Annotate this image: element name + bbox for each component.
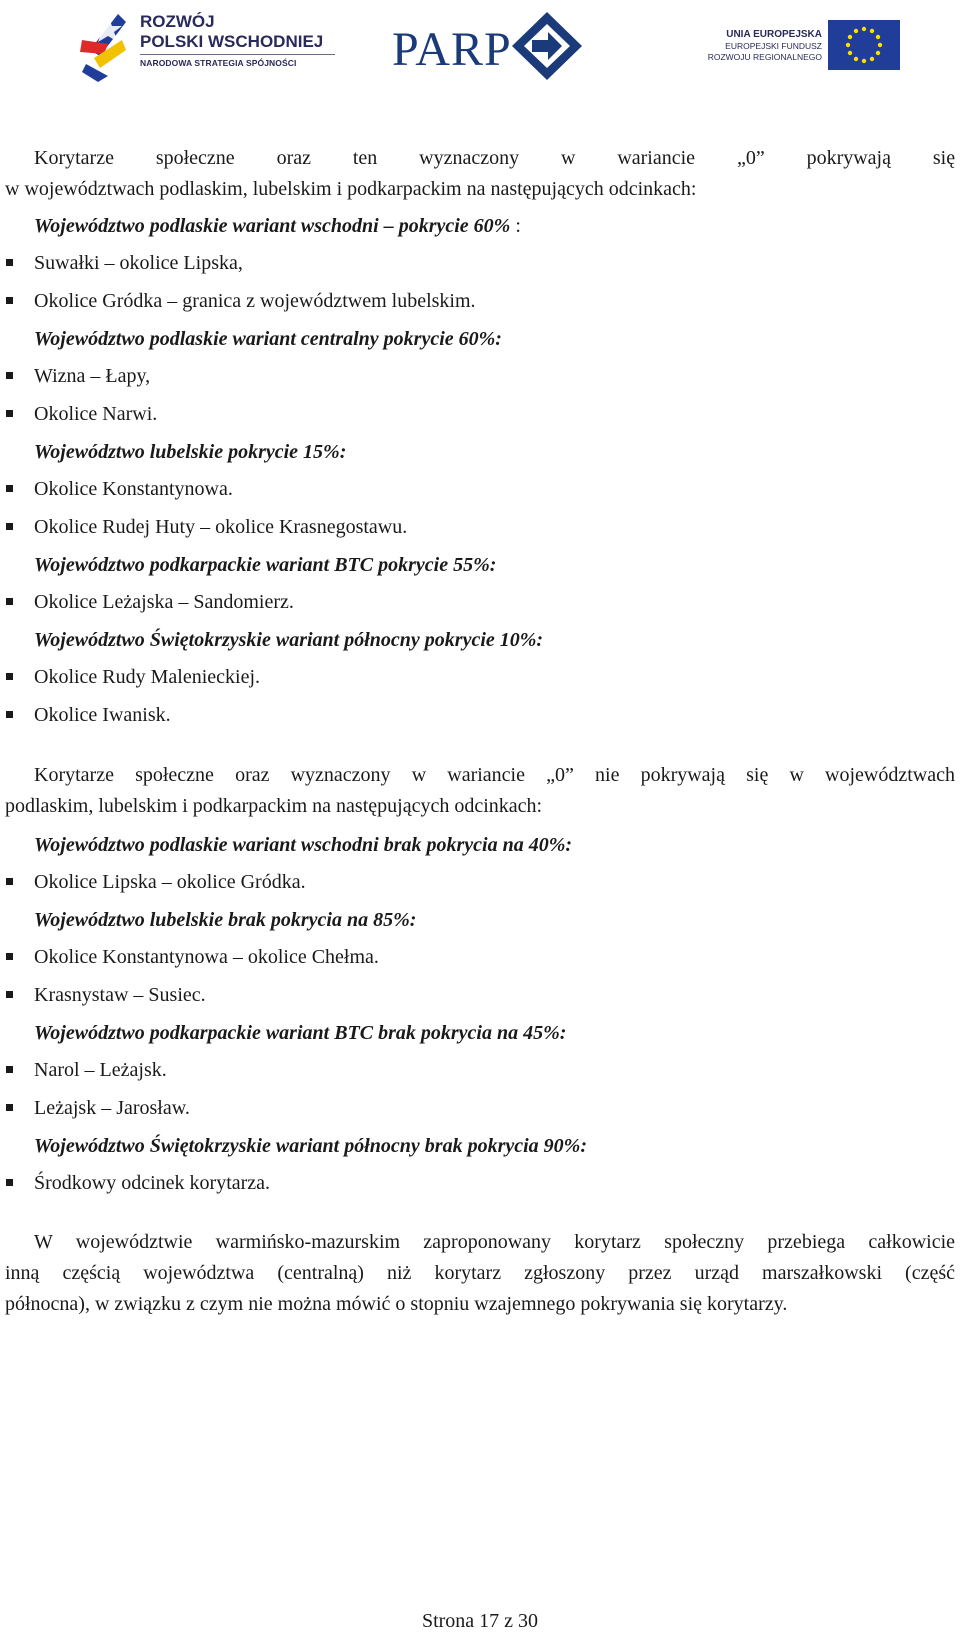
heading-text: Województwo podlaskie wariant wschodni – pokrycie 60%	[34, 215, 511, 237]
bullet-icon	[6, 1104, 13, 1111]
bullet-icon	[6, 953, 13, 960]
section1-heading-4: Województwo podkarpackie wariant BTC pokrycie 55%:	[34, 554, 497, 576]
bullet-icon	[6, 1179, 13, 1186]
bullet-icon	[6, 259, 13, 266]
list-item: Suwałki – okolice Lipska,	[34, 252, 243, 274]
bullet-icon	[6, 598, 13, 605]
word: „0”	[736, 147, 765, 169]
eu-flag-icon	[828, 20, 900, 70]
page-number: Strona 17 z 30	[421, 1610, 539, 1632]
list-item: Okolice Iwanisk.	[34, 704, 171, 726]
list-item: Krasnystaw – Susiec.	[34, 984, 206, 1006]
eu-logo	[700, 16, 910, 76]
word: nie	[595, 764, 620, 786]
bullet-icon	[6, 297, 13, 304]
section2-intro-line2: podlaskim, lubelskim i podkarpackim na następujących odcinkach:	[5, 795, 543, 817]
word: wyznaczony	[290, 764, 391, 786]
section1-heading-2: Województwo podlaskie wariant centralny pokrycie 60%:	[34, 328, 502, 350]
rozwoj-polski-wschodniej-logo	[78, 10, 338, 84]
list-item: Okolice Konstantynowa – okolice Chełma.	[34, 946, 379, 968]
section1-intro-line2: w województwach podlaskim, lubelskim i podkarpackim na następujących odcinkach:	[5, 178, 697, 200]
list-item: Okolice Rudy Malenieckiej.	[34, 666, 261, 688]
parp-wordmark: PARP	[392, 23, 512, 76]
rpw-title-line2: POLSKI WSCHODNIEJ	[140, 32, 324, 51]
word: Korytarze	[34, 147, 114, 169]
bullet-icon	[6, 878, 13, 885]
word: społeczne	[155, 147, 235, 169]
section1-intro-line1	[34, 147, 955, 169]
rpw-emblem-icon	[78, 10, 138, 84]
word: społeczne	[135, 764, 214, 786]
section2-heading-2: Województwo lubelskie brak pokrycia na 85%:	[34, 909, 417, 931]
word: pokrywają	[806, 147, 891, 169]
word: Korytarze	[34, 764, 114, 786]
section3-line2: inną częścią województwa (centralną) niż korytarz zgłoszony przez urząd marszałkowski (część	[5, 1262, 955, 1284]
word: się	[932, 147, 956, 169]
section2-heading-4: Województwo Świętokrzyskie wariant północny brak pokrycia 90%:	[34, 1135, 587, 1157]
section3-line3: północna), w związku z czym nie można mówić o stopniu wzajemnego pokrywania się korytarzy.	[5, 1293, 788, 1315]
section1-heading-1	[34, 215, 521, 237]
word: oraz	[235, 764, 270, 786]
word: wyznaczony	[419, 147, 520, 169]
section1-heading-3: Województwo lubelskie pokrycie 15%:	[34, 441, 347, 463]
word: w	[411, 764, 427, 786]
list-item: Okolice Narwi.	[34, 403, 158, 425]
parp-logo	[392, 10, 602, 84]
rpw-title-line1: ROZWÓJ	[140, 12, 215, 31]
word: wariancie	[617, 147, 696, 169]
rpw-divider	[140, 54, 335, 55]
list-item: Okolice Konstantynowa.	[34, 478, 233, 500]
section2-heading-3: Województwo podkarpackie wariant BTC brak pokrycia na 45%:	[34, 1022, 567, 1044]
list-item: Wizna – Łapy,	[34, 365, 151, 387]
list-item: Okolice Rudej Huty – okolice Krasnegostawu.	[34, 516, 408, 538]
word: w	[561, 147, 576, 169]
section2-heading-1: Województwo podlaskie wariant wschodni brak pokrycia na 40%:	[34, 834, 573, 856]
bullet-icon	[6, 711, 13, 718]
eu-fund-line2: ROZWOJU REGIONALNEGO	[707, 52, 822, 62]
list-item: Okolice Leżajska – Sandomierz.	[34, 591, 294, 613]
word: pokrywają	[640, 764, 725, 786]
eu-title: UNIA EUROPEJSKA	[726, 29, 822, 40]
bullet-icon	[6, 372, 13, 379]
word: się	[746, 764, 769, 786]
section2-intro-line1	[34, 764, 955, 786]
list-item: Narol – Leżajsk.	[34, 1059, 167, 1081]
section1-heading-5: Województwo Świętokrzyskie wariant północny pokrycie 10%:	[34, 629, 544, 651]
list-item: Środkowy odcinek korytarza.	[34, 1172, 271, 1194]
bullet-icon	[6, 485, 13, 492]
list-item: Okolice Lipska – okolice Gródka.	[34, 871, 306, 893]
bullet-icon	[6, 991, 13, 998]
word: województwach	[825, 764, 955, 786]
parp-emblem-icon	[510, 10, 584, 82]
list-item: Leżajsk – Jarosław.	[34, 1097, 190, 1119]
bullet-icon	[6, 673, 13, 680]
word: „0”	[546, 764, 574, 786]
word: wariancie	[447, 764, 525, 786]
heading-suffix: :	[510, 215, 521, 237]
page-header	[0, 0, 960, 100]
eu-fund-line1: EUROPEJSKI FUNDUSZ	[725, 41, 822, 51]
word: w	[789, 764, 804, 786]
section3-line1: W województwie warmińsko-mazurskim zaproponowany korytarz społeczny przebiega całkowicie	[34, 1231, 955, 1253]
list-item: Okolice Gródka – granica z województwem lubelskim.	[34, 290, 476, 312]
bullet-icon	[6, 523, 13, 530]
bullet-icon	[6, 410, 13, 417]
word: ten	[352, 147, 378, 169]
rpw-subtitle: NARODOWA STRATEGIA SPÓJNOŚCI	[140, 58, 297, 68]
word: oraz	[276, 147, 311, 169]
bullet-icon	[6, 1066, 13, 1073]
